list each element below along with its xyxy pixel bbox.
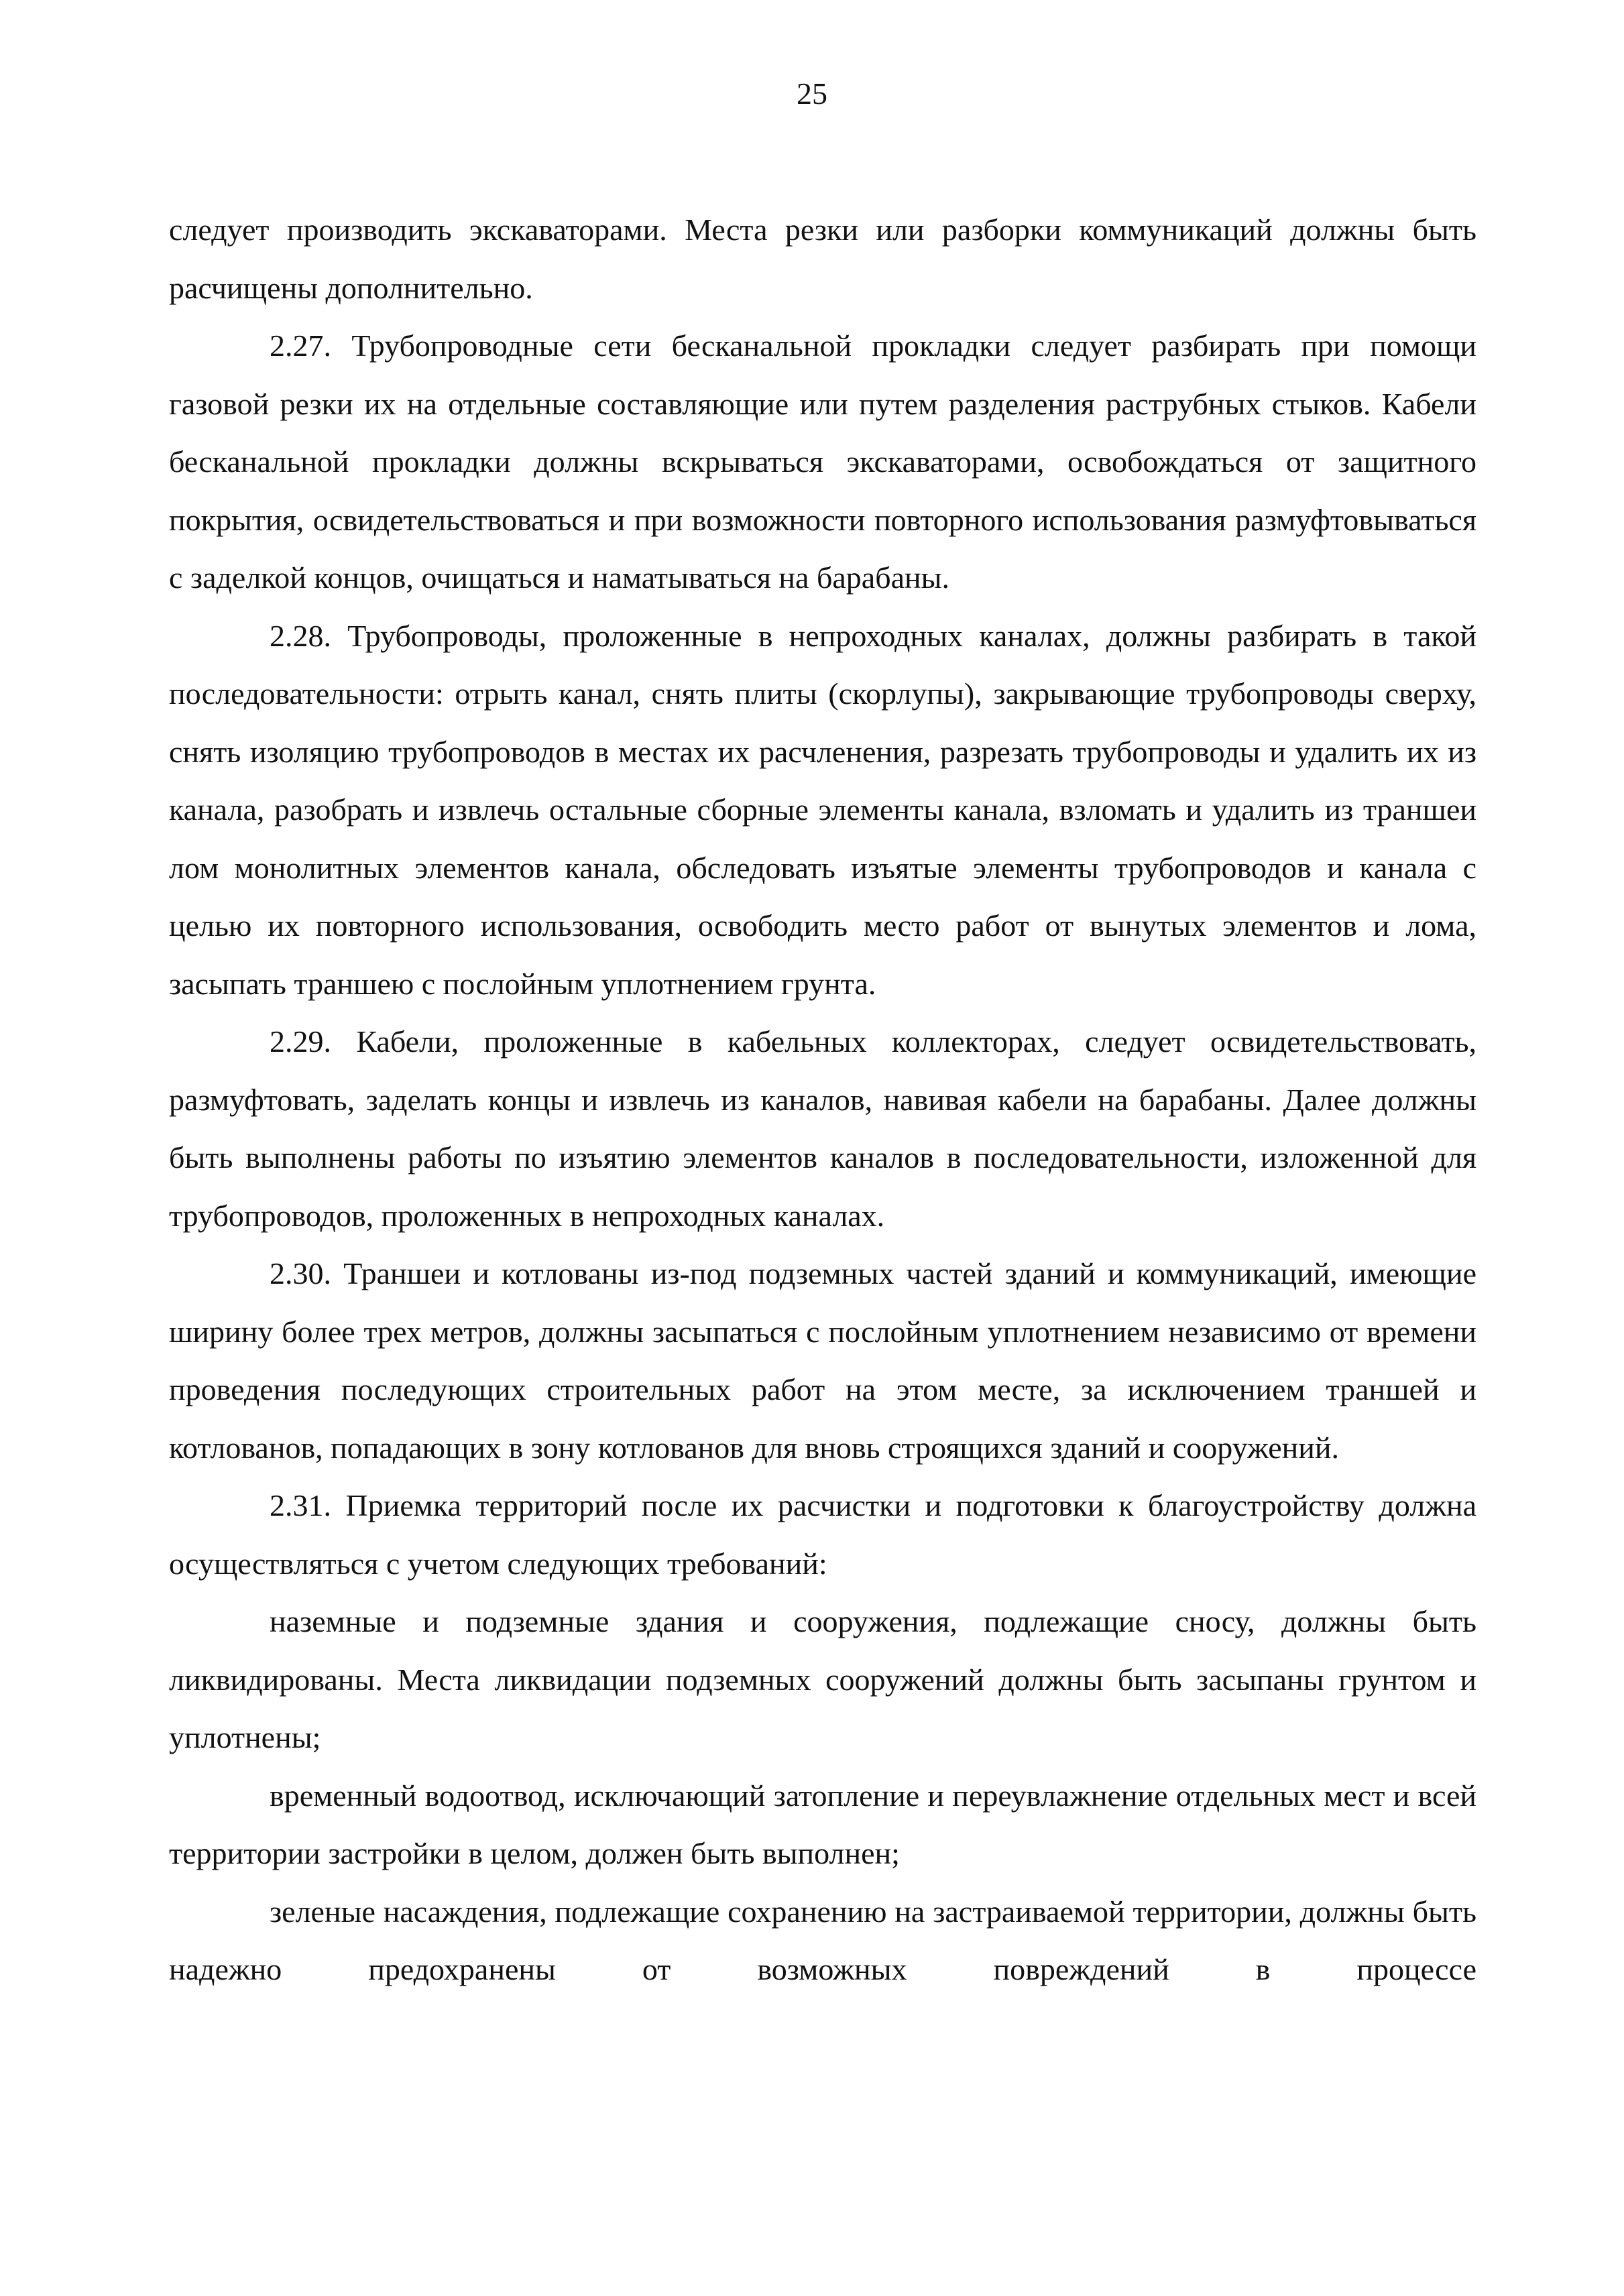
paragraph-2-29: 2.29. Кабели, проложенные в кабельных коллекторах, следует освидетельствовать, размуфтовать, заделать концы и извлечь из каналов, навивая кабели на барабаны. Далее должны быть выполнены работы по изъятию элементов каналов в последовательности, изложенной для трубопроводов, проложенных в непроходных каналах. — [169, 1024, 1476, 1233]
page-number: 25 — [797, 76, 827, 111]
requirement-item-drainage: временный водоотвод, исключающий затопление и переувлажнение отдельных мест и всей территории застройки в целом, должен быть выполнен; — [169, 1778, 1476, 1870]
paragraph-continuation: следует производить экскаваторами. Места резки или разборки коммуникаций должны быть расчищены дополнительно. — [169, 213, 1476, 305]
paragraph-2-27: 2.27. Трубопроводные сети бесканальной прокладки следует разбирать при помощи газовой резки их на отдельные составляющие или путем разделения раструбных стыков. Кабели бесканальной прокладки должны вскрываться экскаваторами, освобождаться от защитного покрытия, освидетельствоваться и при возможности повторного использования размуфтовываться с заделкой концов, очищаться и наматываться на барабаны. — [169, 328, 1476, 595]
paragraph-2-30: 2.30. Траншеи и котлованы из-под подземных частей зданий и коммуникаций, имеющие ширину более трех метров, должны засыпаться с послойным уплотнением независимо от времени проведения последующих строительных работ на этом месте, за исключением траншей и котлованов, попадающих в зону котлованов для вновь строящихся зданий и сооружений. — [169, 1256, 1476, 1465]
requirement-item-buildings: наземные и подземные здания и сооружения, подлежащие сносу, должны быть ликвидированы. Места ликвидации подземных сооружений должны быть засыпаны грунтом и уплотнены; — [169, 1604, 1476, 1754]
paragraph-2-28: 2.28. Трубопроводы, проложенные в непроходных каналах, должны разбирать в такой последовательности: отрыть канал, снять плиты (скорлупы), закрывающие трубопроводы сверху, снять изоляцию трубопроводов в местах их расчленения, разрезать трубопроводы и удалить их из канала, разобрать и извлечь остальные сборные элементы канала, взломать и удалить из траншеи лом монолитных элементов канала, обследовать изъятые элементы трубопроводов и канала с целью их повторного использования, освободить место работ от вынутых элементов и лома, засыпать траншею с послойным уплотнением грунта. — [169, 618, 1476, 1001]
paragraph-2-31: 2.31. Приемка территорий после их расчистки и подготовки к благоустройству должна осуществляться с учетом следующих требований: — [169, 1488, 1476, 1581]
document-body — [169, 201, 1476, 1999]
requirement-item-green-spaces: зеленые насаждения, подлежащие сохранению на застраиваемой территории, должны быть надежно предохранены от возможных повреждений в процессе — [169, 1894, 1476, 1986]
